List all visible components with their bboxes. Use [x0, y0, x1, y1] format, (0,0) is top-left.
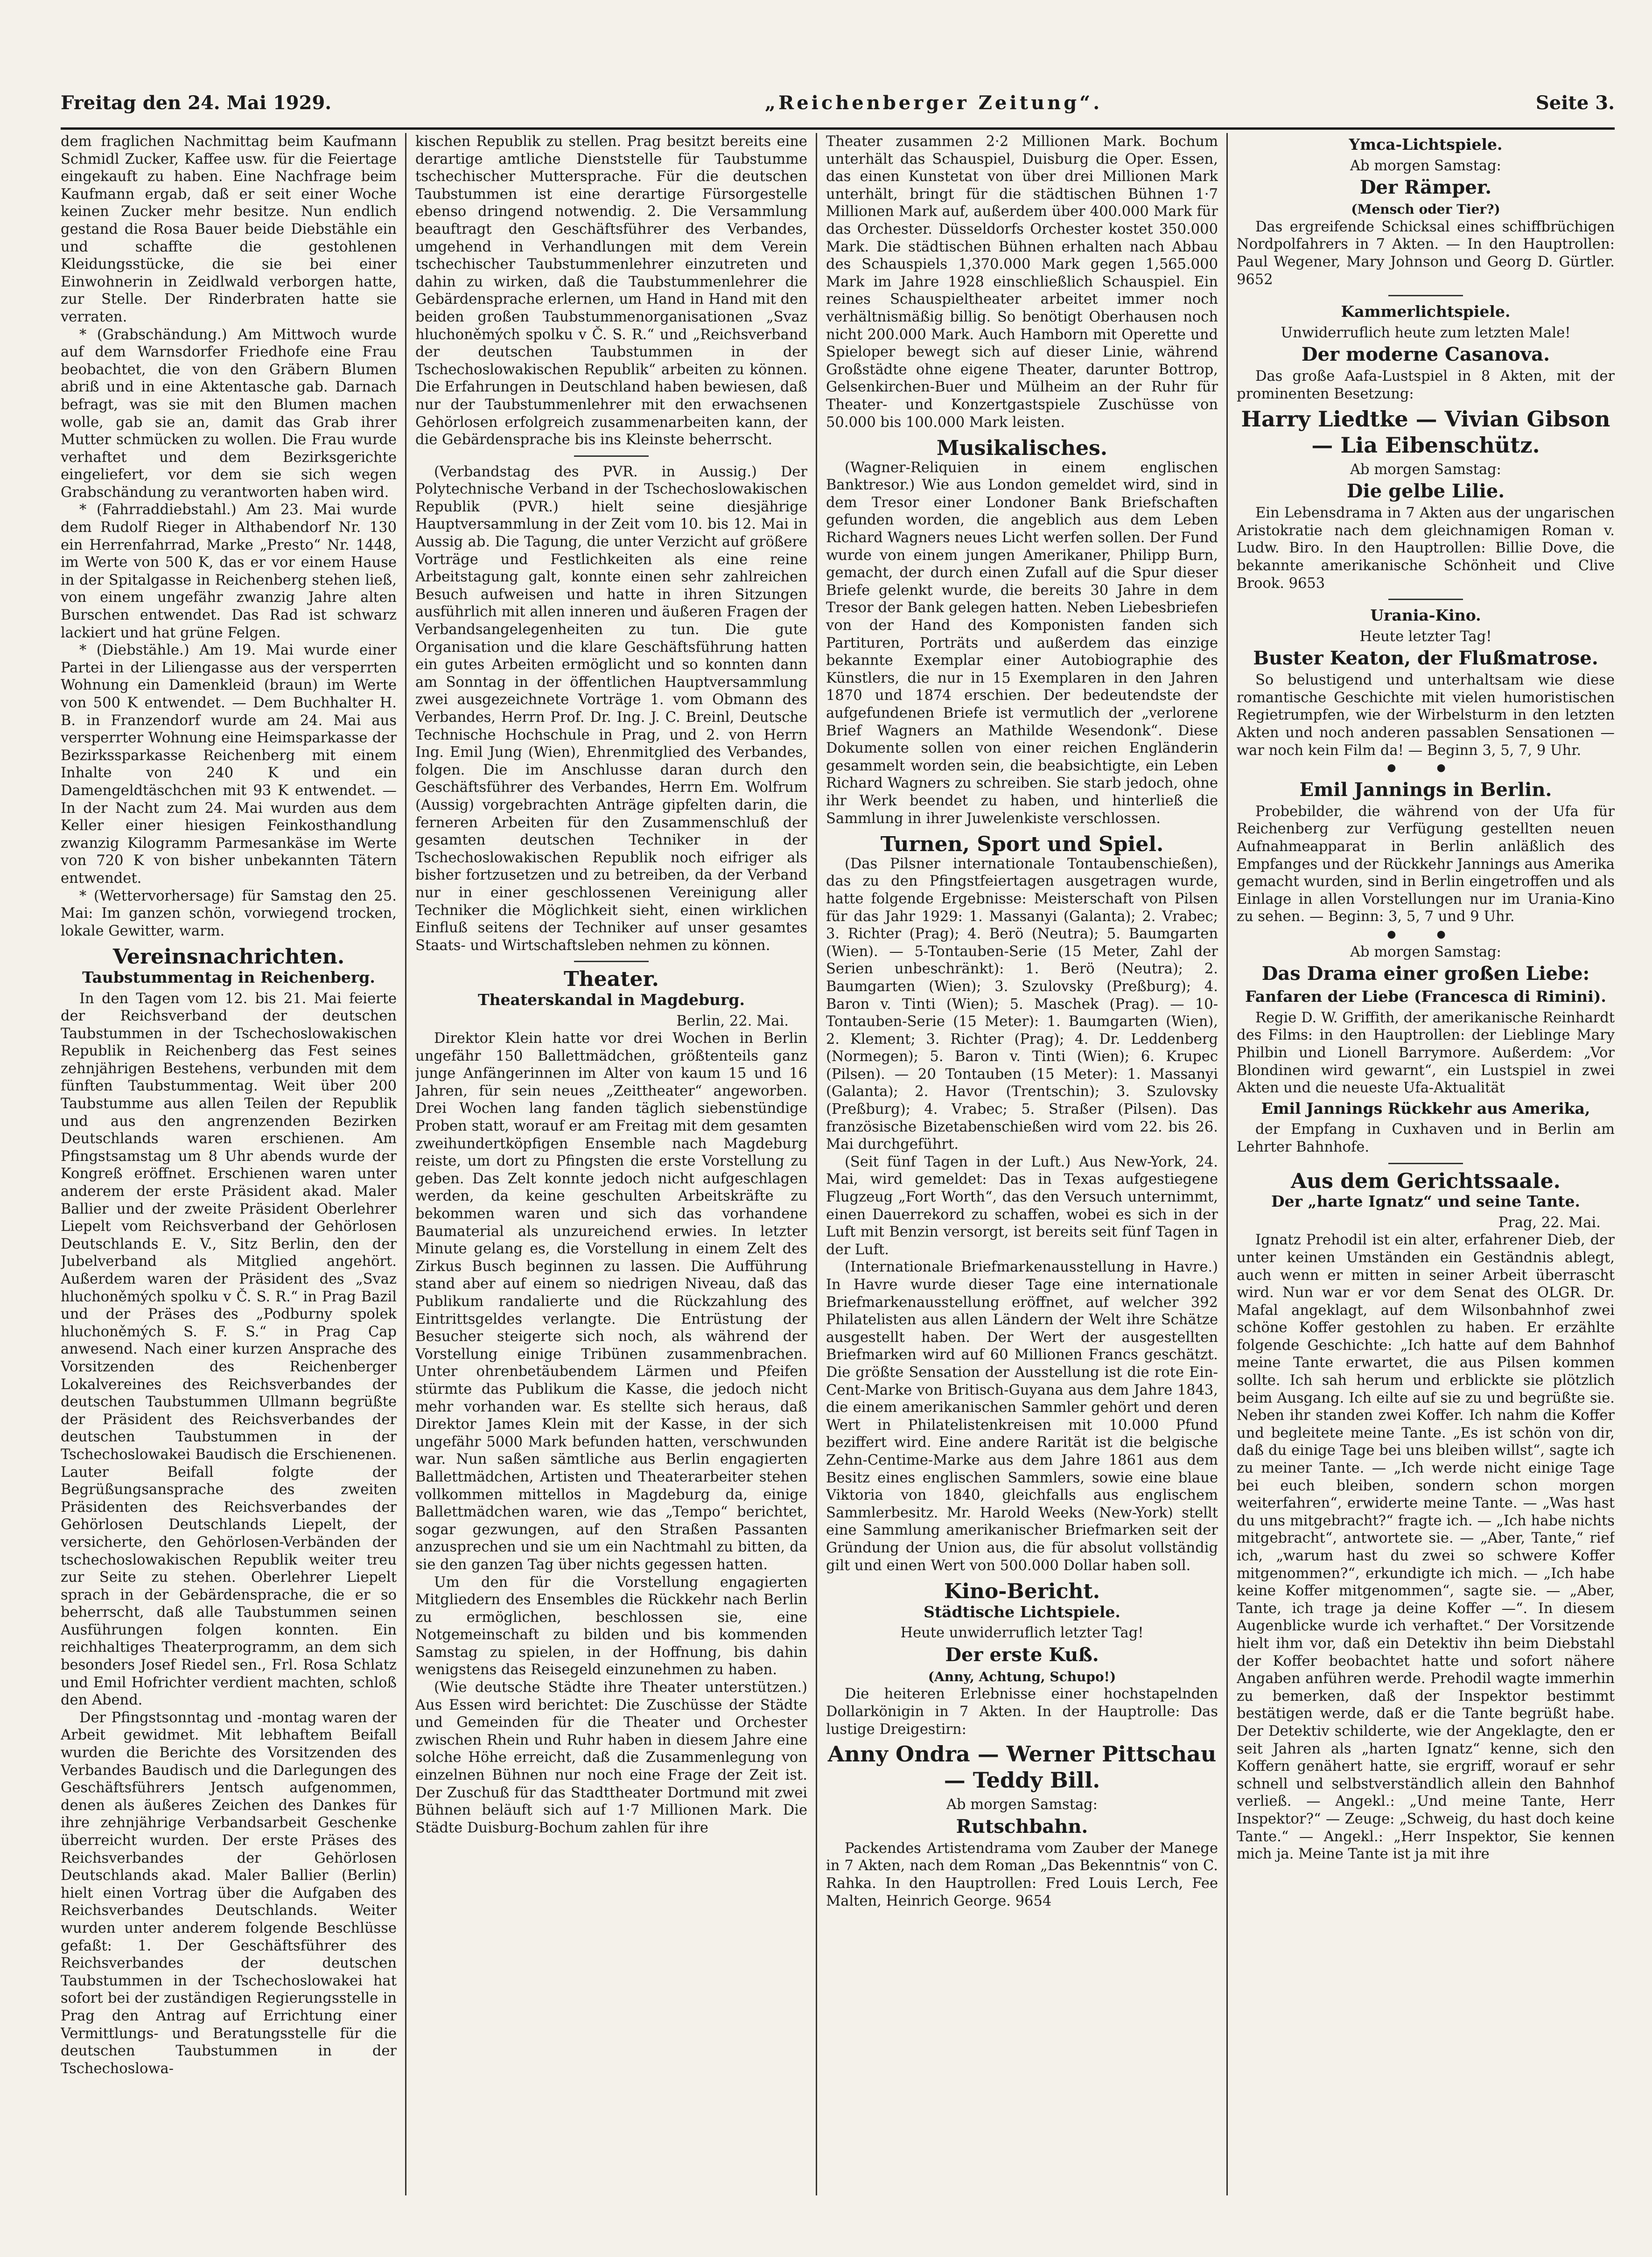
section-heading: Turnen, Sport und Spiel. — [880, 832, 1164, 857]
cinema-notice: Unwiderruflich heute zum letzten Male! — [1281, 324, 1571, 341]
film-title: Emil Jannings in Berlin. — [1299, 778, 1552, 801]
section-heading: Aus dem Gerichtssaale. — [1290, 1169, 1561, 1193]
page-header — [61, 86, 1615, 119]
film-description: Packendes Artistendrama vom Zauber der Manege in 7 Akten, nach dem Roman „Das Bekenntnis“ von C. Rahka. In den Hauptrollen: Fred Louis Lerch, Fee Malten, Heinrich George. 9654 — [826, 1840, 1218, 1909]
divider-rule — [574, 455, 649, 457]
film-title: Das Drama einer großen Liebe: — [1261, 963, 1590, 985]
film-subtitle: Fanfaren der Liebe (Francesca di Rimini). — [1245, 987, 1606, 1006]
article-heading: Theaterskandal in Magdeburg. — [478, 990, 745, 1009]
article-text: * (Wettervorhersage) für Samstag den 25. Mai: Im ganzen schön, vorwiegend trocken, lokale Gewitter, warm. — [61, 887, 397, 939]
film-title: Die gelbe Lilie. — [1346, 480, 1505, 503]
film-cast: Harry Liedtke — Vivian Gibson — Lia Eibenschütz. — [1241, 406, 1610, 458]
article-text: Der Pfingstsonntag und -montag waren der Arbeit gewidmet. Mit lebhaftem Beifall wurden die Berichte des Vorsitzenden des Verbandes Baudisch und die Darlegungen des Geschäftsführers Jentsch aufgenommen, denen als äußeres Zeichen des Dankes für ihre zehnjährige Verbandsarbeit Geschenke überreicht wurden. Der erste Präses des Reichsverbandes der Gehörlosen Deutschlands akad. Maler Ballier (Berlin) hielt einen Vortrag über die Aufgaben des Reichsverbandes Deutschlands. Weiter wurden unter anderem folgende Beschlüsse gefaßt: 1. Der Geschäftsführer des Reichsverbandes der deutschen Taubstummen in der Tschechoslowakei hat sofort bei der zuständigen Regierungsstelle in Prag den Antrag auf Errichtung einer Vermittlungs- und Beratungsstelle für die deutschen Taubstummen in der Tschechoslowa- — [61, 1709, 397, 2077]
dateline: Berlin, 22. Mai. — [676, 1013, 789, 1029]
cinema-notice: Ab morgen Samstag: — [946, 1796, 1098, 1813]
article-text: Um den für die Vorstellung engagierten Mitgliedern des Ensembles die Rückkehr nach Berlin zu ermöglichen, beschlossen sie, eine Notgemeinschaft zu bilden und bis kommenden Samstag zu spielen, in der Hoffnung, bis dahin wenigstens das Reisegeld einzunehmen zu haben. — [415, 1574, 807, 1678]
film-description: Die heiteren Erlebnisse einer hochstapelnden Dollarkönigin in 7 Akten. In der Hauptrolle: Das lustige Dreigestirn: — [826, 1686, 1218, 1738]
column-4 — [1237, 133, 1615, 2195]
section-heading: Kino-Bericht. — [944, 1579, 1100, 1604]
cinema-name: Kammerlichtspiele. — [1341, 302, 1511, 321]
divider-rule — [574, 961, 649, 962]
article-text: * (Grabschändung.) Am Mittwoch wurde auf dem Warnsdorfer Friedhofe eine Frau beobachtet, die von den Gräbern Blumen abriß und in eine Aktentasche gab. Darnach befragt, was sie mit den Blumen machen wolle, gab sie an, damit das Grab ihrer Mutter schmücken zu wollen. Die Frau wurde verhaftet und dem Bezirksgerichte eingeliefert, vor dem sie sich wegen Grabschändung zu verantworten haben wird. — [61, 326, 397, 501]
newspaper-page — [61, 86, 1652, 2242]
divider-rule — [1388, 599, 1463, 600]
film-title: Der Rämper. — [1359, 176, 1492, 199]
film-title: Der erste Kuß. — [945, 1643, 1099, 1666]
cinema-notice: Heute unwiderruflich letzter Tag! — [900, 1625, 1144, 1642]
cinema-notice: Ab morgen Samstag: — [1350, 943, 1501, 960]
cinema-name: Urania-Kino. — [1370, 606, 1481, 625]
film-description: So belustigend und unterhaltsam wie diese romantische Geschichte mit vielen humoristischen Regietrumpfen, wie der Wirbelsturm in den letzten Akten und noch anderen passablen Sensationen — war noch kein Film da! — Beginn 3, 5, 7, 9 Uhr. — [1237, 672, 1615, 759]
film-cast: Anny Ondra — Werner Pittschau — Teddy Bill. — [827, 1741, 1217, 1793]
article-text: dem fraglichen Nachmittag beim Kaufmann Schmidl Zucker, Kaffee usw. für die Feiertage eingekauft zu haben. Eine Nachfrage beim Kaufmann ergab, daß er seit einer Woche keinen Zucker mehr besitze. Nun endlich gestand die Rosa Bauer beide Diebstähle ein und schaffte die gestohlenen Kleidungsstücke, die sie bei einer Einwohnerin in Zeidlwald verborgen hatte, zur Stelle. Der Rinderbraten hatte sie verraten. — [61, 133, 397, 325]
film-title: Der moderne Casanova. — [1301, 343, 1550, 366]
film-subtitle: (Mensch oder Tier?) — [1351, 202, 1500, 217]
article-text: (Verbandstag des PVR. in Aussig.) Der Polytechnische Verband in der Tschechoslowakischen Republik (PVR.) hielt seine diesjährige Hauptversammlung in der Zeit vom 10. bis 12. Mai in Aussig ab. Die Tagung, die unter Verzicht auf größere Vorträge und Festlichkeiten als eine reine Arbeitstagung galt, konnte einen sehr zahlreichen Besuch aufweisen und hatte in ihren Sitzungen ausführlich mit allen inneren und äußeren Fragen der Verbandsangelegenheiten zu tun. Die gute Organisation und die klare Geschäftsführung hatten ein gutes Arbeiten ermöglicht und so konnten dann am Sonntag in der öffentlichen Hauptversammlung zwei ausgezeichnete Vorträge 1. vom Obmann des Verbandes, Herrn Prof. Dr. Ing. J. C. Breinl, Deutsche Technische Hochschule in Prag, und 2. von Herrn Ing. Emil Jung (Wien), Ehrenmitglied des Verbandes, folgen. Die im Anschlusse daran durch den Geschäftsführer des Verbandes, Herrn Em. Wolfrum (Aussig) vorgebrachten Anträge gipfelten darin, die ferneren Arbeiten für den Zusammenschluß der gesamten deutschen Techniker in der Tschechoslowakischen Republik noch eifriger als bisher fortzusetzen und zu betreiben, da der Verband nur in einer geschlossenen Vereinigung aller Techniker die Möglichkeit sieht, einen wirklichen Einfluß seitens der Techniker auf unser gesamtes Staats- und Wirtschaftsleben nehmen zu können. — [415, 463, 807, 954]
film-title: Buster Keaton, der Flußmatrose. — [1253, 647, 1598, 670]
cinema-name: Städtische Lichtspiele. — [924, 1602, 1120, 1621]
article-text: (Internationale Briefmarkenausstellung in Havre.) In Havre wurde dieser Tage eine internationale Briefmarkenausstellung eröffnet, auf welcher 392 Philatelisten aus allen Ländern der Welt ihre Schätze ausgestellt haben. Der Wert der ausgestellten Briefmarken wird auf 60 Millionen Francs geschätzt. Die größte Sensation der Ausstellung ist die rote Ein-Cent-Marke von Britisch-Guyana aus dem Jahre 1843, die einem amerikanischen Sammler gehört und deren Wert in Philatelistenkreisen mit 10.000 Pfund beziffert wird. Eine andere Rarität ist die belgische Zehn-Centime-Marke aus dem Jahre 1861 aus dem Besitz eines englischen Sammlers, sowie eine blaue Viktoria von 1840, gleichfalls aus englischem Sammlerbesitz. Mr. Harold Weeks (New-York) stellt eine Sammlung amerikanischer Briefmarken seit der Gründung der Union aus, die für absolut vollständig gilt und einen Wert von 500.000 Dollar haben soll. — [826, 1259, 1218, 1574]
film-description: Das ergreifende Schicksal eines schiffbrüchigen Nordpolfahrers in 7 Akten. — In den Hauptrollen: Paul Wegener, Mary Johnson und Georg D. Gürtler. 9652 — [1237, 218, 1615, 288]
article-text: Direktor Klein hatte vor drei Wochen in Berlin ungefähr 150 Ballettmädchen, größtenteils ganz junge Anfängerinnen im Alter von kaum 15 und 16 Jahren, für sein neues „Zeittheater“ angeworben. Drei Wochen lang fanden täglich siebenstündige Proben statt, worauf er am Freitag mit dem gesamten zweihundertköpfigen Ensemble nach Magdeburg reiste, um dort zu Pfingsten die erste Vorstellung zu geben. Das Zelt konnte jedoch nicht aufgeschlagen werden, da keine geschulten Arbeitskräfte zu bekommen waren und sich das vorhandene Baumaterial als unzureichend erwies. In letzter Minute gelang es, die Vorstellung in einem Zelt des Zirkus Busch beginnen zu lassen. Die Aufführung stand aber auf einem so niedrigen Niveau, daß das Publikum randalierte und die Rückzahlung des Eintrittsgeldes verlangte. Die Entrüstung der Besucher steigerte sich noch, als während der Vorstellung einige Tribünen zusammenbrachen. Unter ohrenbetäubendem Lärmen und Pfeifen stürmte das Publikum die Kasse, die jedoch nicht mehr vorhanden war. Es stellte sich heraus, daß Direktor James Klein mit der Kasse, in der sich ungefähr 5000 Mark befunden hatten, verschwunden war. Nun saßen sämtliche aus Berlin engagierten Ballettmädchen, Artisten und Theaterarbeiter stehen vollkommen mittellos in Magdeburg da, einige Ballettmädchen waren, wie das „Tempo“ berichtet, sogar gezwungen, auf den Straßen Passanten anzusprechen und sie um ein Nachtmahl zu bitten, da sie den ganzen Tag über nichts gegessen hatten. — [415, 1030, 807, 1573]
header-title: „Reichenberger Zeitung“. — [764, 91, 1103, 114]
column-2 — [415, 133, 807, 2195]
film-subtitle: (Anny, Achtung, Schupo!) — [928, 1669, 1116, 1684]
film-description: Ein Lebensdrama in 7 Akten aus der ungarischen Aristokratie nach dem gleichnamigen Roman v. Ludw. Biro. In den Hauptrollen: Billie Dove, die bekannte amerikanische Schönheit und Clive Brook. 9653 — [1237, 505, 1615, 592]
article-heading: Taubstummentag in Reichenberg. — [82, 968, 375, 986]
article-text: * (Diebstähle.) Am 19. Mai wurde einer Partei in der Liliengasse aus der versperrten Wohnung ein Damenkleid (braun) im Werte von 500 K entwendet. — Dem Buchhalter H. B. in Franzendorf wurde am 24. Mai aus versperrter Wohnung eine Heimsparkasse der Bezirkssparkasse Reichenberg mit einem Inhalte von 240 K und ein Damengeldtäschchen mit 93 K entwendet. — In der Nacht zum 24. Mai wurden aus dem Keller einer hiesigen Feinkosthandlung zwanzig Kilogramm Parmesankäse im Werte von 720 K von bisher unbekannten Tätern entwendet. — [61, 642, 397, 887]
article-heading: Der „harte Ignatz“ und seine Tante. — [1271, 1192, 1580, 1211]
cinema-notice: Heute letzter Tag! — [1359, 628, 1492, 645]
ornament: ● ● — [1387, 929, 1464, 940]
cinema-notice: Ab morgen Samstag: — [1350, 461, 1501, 478]
film-description: Regie D. W. Griffith, der amerikanische Reinhardt des Films: in den Hauptrollen: der Lieblinge Mary Philbin und Lionell Barrymore. Außerdem: „Vor Blondinen wird gewarnt“, ein Lustspiel in zwei Akten und die neueste Ufa-Aktualität — [1237, 1009, 1615, 1097]
film-title: Rutschbahn. — [956, 1815, 1088, 1838]
ornament: ● ● — [1387, 762, 1464, 774]
header-rule — [61, 127, 1615, 130]
article-text: kischen Republik zu stellen. Prag besitzt bereits eine derartige amtliche Dienststelle für Taubstumme tschechischer Muttersprache. Für die deutschen Taubstummen ist eine derartige Fürsorgestelle ebenso dringend notwendig. 2. Die Versammlung beauftragt den Geschäftsführer des Verbandes, umgehend in Verhandlungen mit dem Verein tschechischer Taubstummenlehrer einzutreten und dahin zu wirken, daß die Taubstummenlehrer die Gebärdensprache erlernen, um Hand in Hand mit den beiden großen Taubstummenorganisationen „Svaz hluchoněmých spolku v Č. S. R.“ und „Reichsverband der deutschen Taubstummen in der Tschechoslowakischen Republik“ arbeiten zu können. Die Erfahrungen in Deutschland haben bewiesen, daß nur der Taubstummenlehrer mit den erwachsenen Gehörlosen erfolgreich zusammenarbeiten kann, der die Gebärdensprache bis ins Kleinste beherrscht. — [415, 133, 807, 448]
section-heading: Musikalisches. — [936, 436, 1108, 461]
header-page-number: Seite 3. — [1535, 91, 1615, 114]
article-text: (Das Pilsner internationale Tontaubenschießen), das zu den Pfingstfeiertagen ausgetragen wurde, hatte folgende Ergebnisse: Meisterschaft von Pilsen für das Jahr 1929: 1. Massanyi (Galanta); 2. Vrabec; 3. Richter (Prag); 4. Berö (Neutra); 5. Baumgarten (Wien). — 5-Tontauben-Serie (15 Meter, Zahl der Serien unbeschränkt): 1. Berö (Neutra); 2. Baumgarten (Wien); 3. Szulovsky (Preßburg); 4. Baron v. Tinti (Wien); 5. Maschek (Prag). — 10-Tontauben-Serie (15 Meter): 1. Baumgarten (Wien), 2. Klement; 3. Richter (Prag); 4. Dr. Leddenberg (Normegen); 5. Baron v. Tinti (Wien); 6. Krupec (Pilsen). — 20 Tontauben (15 Meter): 1. Massanyi (Galanta); 2. Havor (Trentschin); 3. Szulovsky (Preßburg); 4. Vrabec; 5. Straßer (Pilsen). Das französische Bizetabenschießen wird vom 22. bis 26. Mai durchgeführt. — [826, 855, 1218, 1153]
column-1 — [61, 133, 397, 2195]
cinema-notice: Ab morgen Samstag: — [1350, 157, 1501, 174]
film-subtitle: Emil Jannings Rückkehr aus Amerika, — [1261, 1099, 1590, 1118]
column-divider — [816, 133, 817, 2195]
dateline: Prag, 22. Mai. — [1498, 1214, 1601, 1231]
header-date: Freitag den 24. Mai 1929. — [61, 91, 332, 114]
article-text: (Wagner-Reliquien in einem englischen Banktresor.) Wie aus London gemeldet wird, sind in dem Tresor einer Londoner Bank Briefschaften gefunden worden, die angeblich aus dem Leben Richard Wagners neues Licht werfen sollen. Der Fund wurde von einem jungen Amerikaner, Philipp Burn, gemacht, der durch einen Zufall auf die Spur dieser Briefe gelenkt wurde, die bereits 30 Jahre in dem Tresor der Bank gelegen hatten. Neben Liebesbriefen von der Hand des Komponisten fanden sich Partituren, Porträts und außerdem das einzige bekannte Exemplar einer Autobiographie des Künstlers, die nur in 15 Exemplaren in den Jahren 1870 und 1874 erschien. Der bedeutendste der aufgefundenen Briefe ist vermutlich der „verlorene Brief Wagners an Mathilde Wesendonk“. Diese Dokumente sollen von einer reichen Engländerin gesammelt worden sein, die beabsichtigte, ein Leben Richard Wagners zu schreiben. Sie starb jedoch, ohne ihr Werk beendet zu haben, und hinterließ die Sammlung in ihrer Juwelenkiste verschlossen. — [826, 459, 1218, 827]
film-description: der Empfang in Cuxhaven und in Berlin am Lehrter Bahnhofe. — [1237, 1121, 1615, 1155]
article-text: (Seit fünf Tagen in der Luft.) Aus New-York, 24. Mai, wird gemeldet: Das in Texas aufgestiegene Flugzeug „Fort Worth“, das den Versuch unternimmt, einen Dauerrekord zu schaffen, wobei es sich in der Luft mit Benzin versorgt, ist bereits seit fünf Tagen in der Luft. — [826, 1153, 1218, 1258]
divider-rule — [1388, 1163, 1463, 1164]
article-text: Theater zusammen 2·2 Millionen Mark. Bochum unterhält das Schauspiel, Duisburg die Oper. Essen, das einen Kunstetat von über drei Millionen Mark unterhält, bringt für die städtischen Bühnen 1·7 Millionen Mark auf, außerdem über 400.000 Mark für das Orchester. Düsseldorfs Orchester kostet 350.000 Mark. Die städtischen Bühnen erhalten nach Abbau des Schauspiels 1,370.000 Mark gegen 1,565.000 Mark im Jahre 1928 einschließlich Schauspiel. Ein reines Schauspieltheater arbeitet immer noch verhältnismäßig billig. So benötigt Oberhausen noch nicht 200.000 Mark. Auch Hamborn mit Operette und Spieloper bewegt sich auf dieser Linie, während Großstädte ohne eigene Theater, darunter Bottrop, Gelsenkirchen-Buer und Mülheim an der Ruhr für Theater- und Konzertgastspiele Zuschüsse von 50.000 bis 100.000 Mark leisten. — [826, 133, 1218, 431]
section-heading: Vereinsnachrichten. — [112, 945, 345, 969]
film-description: Probebilder, die während von der Ufa für Reichenberg zur Verfügung gestellten neuen Aufnahmeapparat in Berlin anläßlich des Empfanges und der Rückkehr Jannings aus Amerika gemacht wurden, sind in Berlin eingetroffen und als Einlage in allen Vorstellungen nur im Urania-Kino zu sehen. — Beginn: 3, 5, 7 und 9 Uhr. — [1237, 803, 1615, 925]
column-divider — [405, 133, 406, 2195]
article-text: In den Tagen vom 12. bis 21. Mai feierte der Reichsverband der deutschen Taubstummen in der Tschechoslowakischen Republik in Reichenberg das Fest seines zehnjährigen Bestehens, verbunden mit dem fünften Taubstummentag. Weit über 200 Taubstumme aus allen Teilen der Republik und aus den angrenzenden Bezirken Deutschlands waren erschienen. Am Pfingstsamstag um 8 Uhr abends wurde der Kongreß eröffnet. Erschienen waren unter anderem der erste Präsident akad. Maler Ballier und der zweite Präsident Oberlehrer Liepelt vom Reichsverband der Gehörlosen Deutschlands E. V., Sitz Berlin, den der Jubelverband als Mitglied angehört. Außerdem waren der Präsident des „Svaz hluchoněmých spolku v Č. S. R.“ in Prag Bazil und der Präses des „Podburny spolek hluchoněmých S. F. S.“ in Prag Cap anwesend. Nach einer kurzen Ansprache des Vorsitzenden des Reichenberger Lokalvereines des Reichsverbandes der deutschen Taubstummen Ullmann begrüßte der Präsident des Reichsverbandes der deutschen Taubstummen in der Tschechoslowakei Baudisch die Erschienenen. Lauter Beifall folgte der Begrüßungsansprache des zweiten Präsidenten des Reichsverbandes der Gehörlosen Deutschlands Liepelt, der versicherte, den Gehörlosen-Verbänden der tschechoslowakischen Republik weiter treu zur Seite zu stehen. Oberlehrer Liepelt sprach in der Gebärdensprache, die er so beherrscht, daß alle Taubstummen seinen Ausführungen folgen konnten. Ein reichhaltiges Theaterprogramm, an dem sich besonders Josef Riedel sen., Frl. Rosa Schlatz und Emil Hofrichter verdient machten, schloß den Abend. — [61, 990, 397, 1709]
cinema-name: Ymca-Lichtspiele. — [1349, 135, 1503, 154]
column-divider — [1226, 133, 1228, 2195]
film-description: Das große Aafa-Lustspiel in 8 Akten, mit der prominenten Besetzung: — [1237, 368, 1615, 402]
divider-rule — [1388, 295, 1463, 296]
article-text: (Wie deutsche Städte ihre Theater unterstützen.) Aus Essen wird berichtet: Die Zuschüsse der Städte und Gemeinden für die Theater und Orchester zwischen Rhein und Ruhr haben in diesem Jahre eine solche Höhe erreicht, daß die Zusammenlegung von einzelnen Bühnen nur noch eine Frage der Zeit ist. Der Zuschuß für das Stadttheater Dortmund mit zwei Bühnen beläuft sich auf 1·7 Millionen Mark. Die Städte Duisburg-Bochum zahlen für ihre — [415, 1679, 807, 1836]
section-heading: Theater. — [563, 967, 659, 992]
article-text: Ignatz Prehodil ist ein alter, erfahrener Dieb, der unter keinen Umständen ein Geständnis ablegt, auch wenn er mitten in seiner Arbeit überrascht wird. Nun war er vor dem Senat des OLGR. Dr. Mafal angeklagt, auf dem Wilsonbahnhof zwei schöne Koffer gestohlen zu haben. Er erzählte folgende Geschichte: „Ich hatte auf dem Bahnhof meine Tante erwartet, die aus Pilsen kommen sollte. Ich sah herum und erblickte sie plötzlich beim Ausgang. Ich eilte auf sie zu und begrüßte sie. Neben ihr standen zwei Koffer. Ich nahm die Koffer und begleitete meine Tante. „Es ist schön von dir, daß du einige Tage bei uns bleiben willst“, sagte ich zu meiner Tante. — „Ich werde nicht einige Tage bei euch bleiben, sondern schon morgen weiterfahren“, erwiderte meine Tante. — „Was hast du uns mitgebracht?“ fragte ich. — „Ich habe nichts mitgebracht“, antwortete sie. — „Aber, Tante,“ rief ich, „warum hast du zwei so schwere Koffer mitgenommen?“, erkundigte ich mich. — „Ich habe keine Koffer mitgenommen“, sagte sie. — „Aber, Tante, ich trage ja deine Koffer —“. In diesem Augenblicke wurde ich verhaftet.“ Der Vorsitzende hielt ihm vor, daß ein Detektiv ihn beim Diebstahl der Koffer beobachtet hatte und sofort nähere Angaben anführen werde. Prehodil wagte immerhin zu bemerken, daß der Inspektor bestimmt bestätigen werde, daß er die Tante begrüßt habe. Der Detektiv schilderte, wie der Angeklagte, den er seit Jahren als „harten Ignatz“ kenne, sich den Koffern genähert hatte, sie ergriff, worauf er sehr schnell und selbstverständlich allein den Bahnhof verließ. — Angekl.: „Und meine Tante, Herr Inspektor?“ — Zeuge: „Schweig, du hast doch keine Tante.“ — Angekl.: „Herr Inspektor, Sie kennen mich ja. Meine Tante ist ja mit ihre — [1237, 1232, 1615, 1863]
column-3 — [826, 133, 1218, 2195]
article-text: * (Fahrraddiebstahl.) Am 23. Mai wurde dem Rudolf Rieger in Althabendorf Nr. 130 ein Herrenfahrrad, Marke „Presto“ Nr. 1448, im Werte von 500 K, das er vor einem Hause in der Spitalgasse in Reichenberg stehen ließ, von einem ungefähr zwanzig Jahre alten Burschen entwendet. Das Rad ist schwarz lackiert und hat grüne Felgen. — [61, 502, 397, 641]
